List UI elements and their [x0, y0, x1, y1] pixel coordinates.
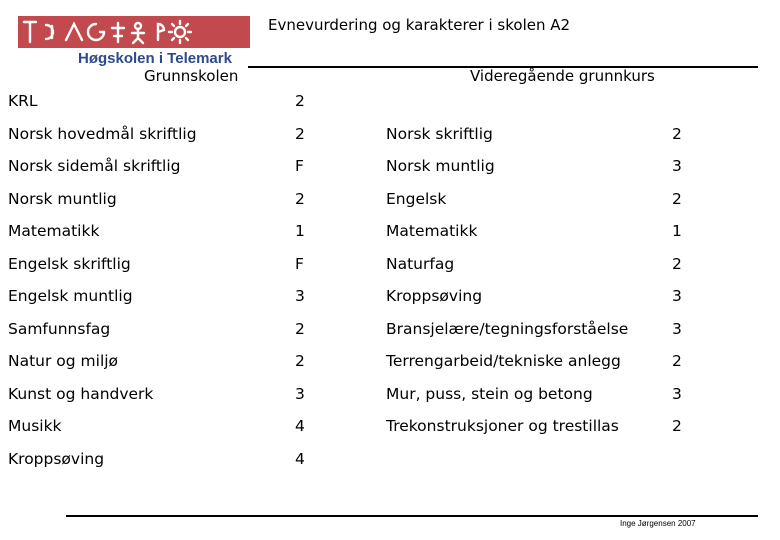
- table-row: [0, 287, 780, 319]
- vg-grade-cell: 1: [672, 222, 682, 240]
- subject-cell: Norsk hovedmål skriftlig: [8, 124, 197, 143]
- column-header-videregaende: Videregående grunnkurs: [470, 67, 655, 85]
- grade-cell: 2: [295, 124, 305, 143]
- subject-cell: Engelsk skriftlig: [8, 254, 131, 273]
- vg-subject-cell: Mur, puss, stein og betong: [386, 384, 593, 403]
- table-row: [0, 222, 780, 254]
- table-row: [0, 417, 780, 449]
- vg-subject-cell: Kroppsøving: [386, 287, 483, 305]
- table-row: [0, 352, 780, 384]
- subject-cell: Natur og miljø: [8, 352, 119, 370]
- grade-cell: F: [295, 254, 304, 273]
- table-row: [0, 92, 780, 124]
- column-header-grunnskolen: Grunnskolen: [144, 67, 239, 85]
- grade-cell: 3: [295, 287, 305, 305]
- vg-subject-cell: Norsk muntlig: [386, 157, 495, 175]
- table-row: [0, 190, 780, 222]
- grade-cell: 2: [295, 352, 305, 370]
- vg-grade-cell: 3: [672, 287, 682, 305]
- vg-grade-cell: 2: [672, 352, 682, 370]
- vg-grade-cell: 2: [672, 254, 682, 273]
- subject-cell: Matematikk: [8, 222, 100, 240]
- table-row: [0, 157, 780, 189]
- vg-grade-cell: 2: [672, 189, 682, 208]
- institution-logo-band: [18, 16, 250, 48]
- subject-cell: Samfunnsfag: [8, 319, 111, 338]
- bottom-divider: [66, 515, 758, 517]
- table-row: [0, 125, 780, 157]
- footer-credit: Inge Jørgensen 2007: [620, 519, 696, 528]
- subject-cell: Kroppsøving: [8, 449, 105, 468]
- vg-subject-cell: Trekonstruksjoner og trestillas: [386, 417, 619, 435]
- subject-cell: Kunst og handverk: [8, 384, 154, 403]
- subject-cell: KRL: [8, 92, 38, 110]
- rune-glyphs-logo: [18, 16, 250, 48]
- vg-grade-cell: 3: [672, 157, 682, 175]
- grade-cell: 2: [295, 319, 305, 338]
- vg-grade-cell: 2: [672, 124, 682, 143]
- grade-cell: F: [295, 157, 304, 175]
- vg-grade-cell: 3: [672, 384, 682, 403]
- grade-cell: 2: [295, 189, 305, 208]
- vg-subject-cell: Norsk skriftlig: [386, 124, 493, 143]
- vg-subject-cell: Terrengarbeid/tekniske anlegg: [386, 352, 621, 370]
- page-title: Evnevurdering og karakterer i skolen A2: [268, 16, 571, 34]
- institution-logo-text: Høgskolen i Telemark: [78, 50, 232, 67]
- vg-subject-cell: Naturfag: [386, 254, 455, 273]
- vg-subject-cell: Bransjelære/tegningsforståelse: [386, 319, 629, 338]
- subject-cell: Musikk: [8, 417, 62, 435]
- table-row: [0, 255, 780, 287]
- grade-cell: 4: [295, 417, 305, 435]
- table-row: [0, 450, 780, 482]
- table-row: [0, 385, 780, 417]
- grade-cell: 2: [295, 92, 305, 110]
- table-row: [0, 320, 780, 352]
- vg-subject-cell: Matematikk: [386, 222, 478, 240]
- subject-cell: Engelsk muntlig: [8, 287, 133, 305]
- vg-grade-cell: 3: [672, 319, 682, 338]
- vg-grade-cell: 2: [672, 417, 682, 435]
- subject-cell: Norsk muntlig: [8, 189, 117, 208]
- vg-subject-cell: Engelsk: [386, 189, 447, 208]
- subject-cell: Norsk sidemål skriftlig: [8, 157, 181, 175]
- grade-cell: 4: [295, 449, 305, 468]
- grade-cell: 3: [295, 384, 305, 403]
- grade-cell: 1: [295, 222, 305, 240]
